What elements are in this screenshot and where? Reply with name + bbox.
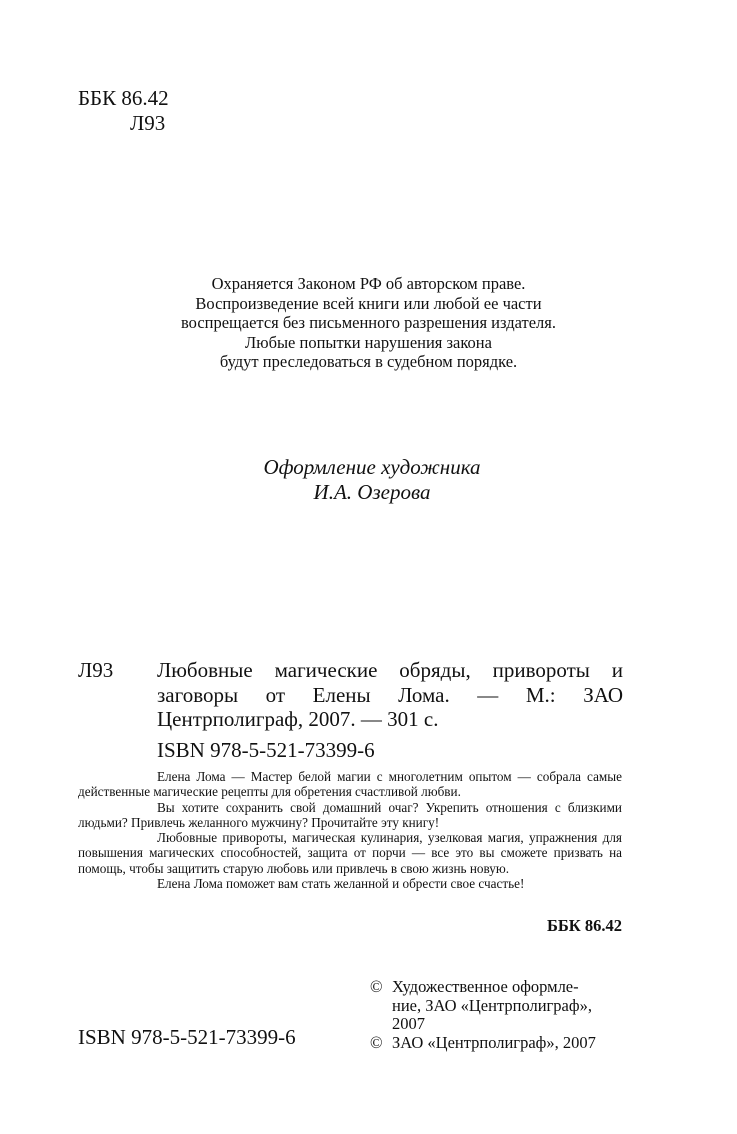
annotation-paragraph: Вы хотите сохранить свой домашний очаг? Укрепить отношения с близкими людьми? Привлечь желанного мужчину? Прочитайте эту книгу! (78, 799, 622, 830)
annotation-paragraph: Любовные привороты, магическая кулинария, узелковая магия, упражнения для повышения магических способностей, защита от порчи — все это вы сможете призвать на помощь, чтобы защитить старую любовь или привлечь в свою жизнь новую. (78, 830, 622, 876)
design-credit-artist: И.А. Озерова (313, 480, 431, 504)
copyright-text-continued: ние, ЗАО «Центрполиграф», (392, 995, 592, 1015)
copyright-entry-publisher (370, 1034, 624, 1053)
design-credit (150, 455, 594, 505)
annotation (78, 769, 622, 891)
author-mark: Л93 (130, 111, 166, 135)
notice-line: Воспроизведение всей книги или любой ее части (195, 293, 542, 313)
copyright-year: 2007 (392, 1014, 425, 1033)
biblio-code: Л93 (78, 658, 114, 682)
isbn-main: ISBN 978-5-521-73399-6 (157, 738, 375, 762)
copyright-text: Художественное оформле- (392, 977, 579, 996)
copyright-notice (80, 274, 657, 372)
annotation-paragraph: Елена Лома — Мастер белой магии с многолетним опытом — собрала самые действенные магические рецепты для обретения счастливой любви. (78, 769, 622, 800)
notice-line: Охраняется Законом РФ об авторском праве. (211, 274, 526, 293)
bbk-code: ББК 86.42 (78, 86, 169, 110)
notice-line: воспрещается без письменного разрешения издателя. (180, 313, 557, 332)
isbn-footer: ISBN 978-5-521-73399-6 (78, 1025, 296, 1049)
copyright-text: ЗАО «Центрполиграф», 2007 (392, 1032, 596, 1052)
copyright-symbol: © (370, 1032, 383, 1052)
bibliographic-entry (78, 658, 623, 732)
copyright-symbol: © (370, 977, 383, 996)
copyright-block (370, 978, 624, 1052)
bbk-classification-top (78, 86, 169, 136)
copyright-entry-design (370, 978, 624, 997)
design-credit-title: Оформление художника (263, 455, 481, 479)
bbk-classification-bottom: ББК 86.42 (546, 916, 622, 935)
annotation-paragraph: Елена Лома поможет вам стать желанной и обрести свое счастье! (157, 876, 525, 892)
notice-line: Любые попытки нарушения закона (245, 332, 492, 352)
biblio-text: Любовные магические обряды, привороты и заговоры от Елены Лома. — М.: ЗАО Центрполиграф, 2007. — 301 с. (157, 658, 623, 731)
notice-line: будут преследоваться в судебном порядке. (219, 352, 518, 371)
